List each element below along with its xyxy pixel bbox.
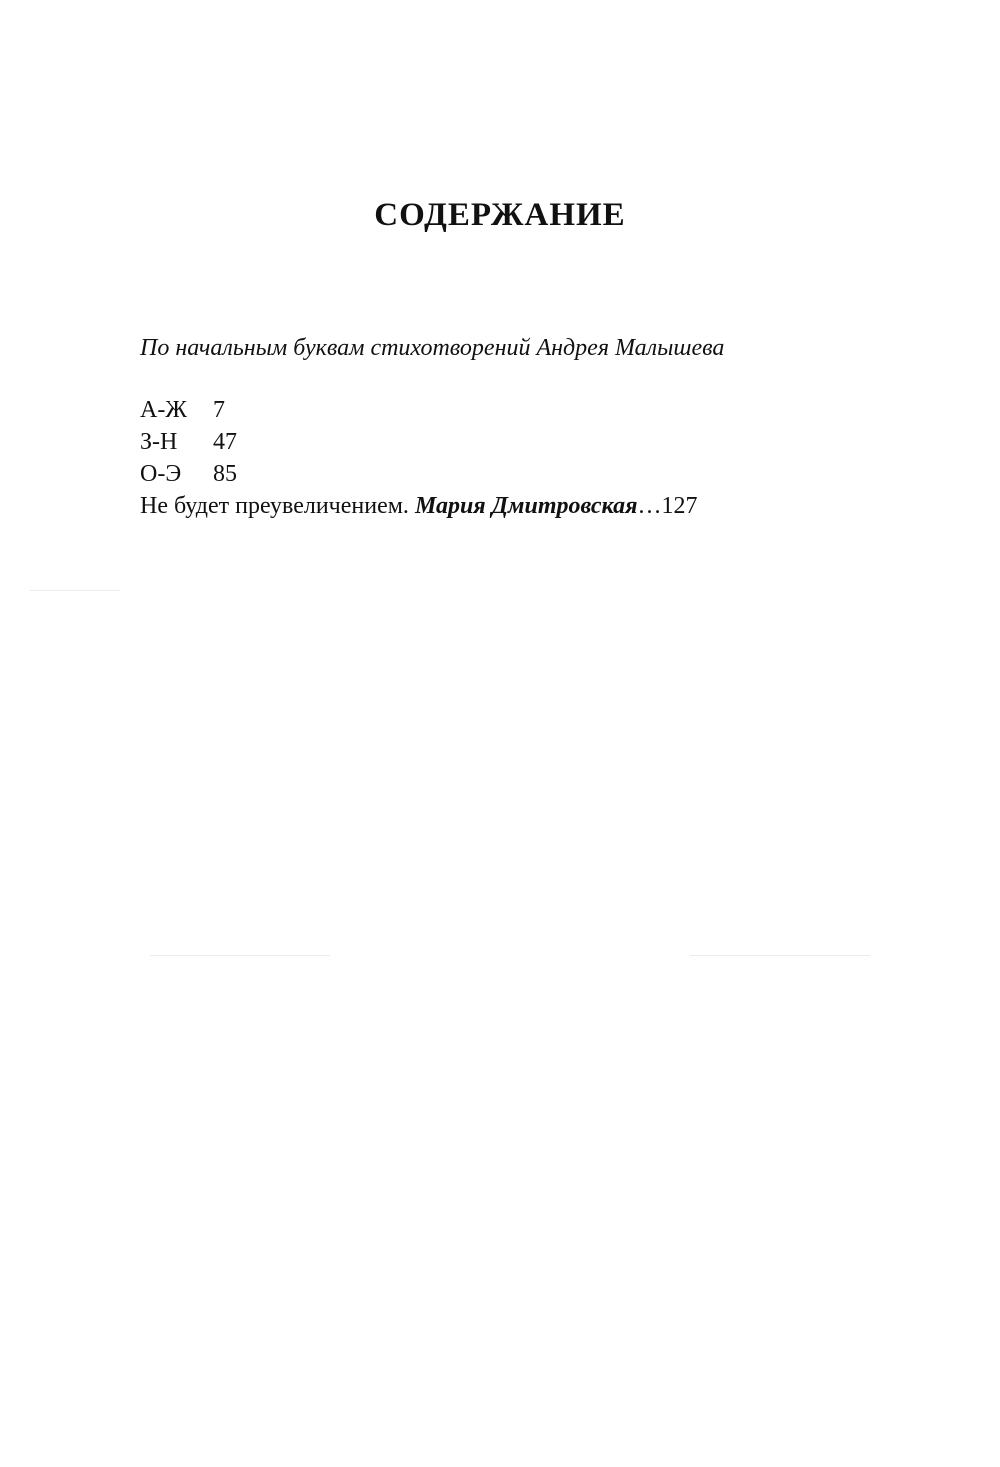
bleed-through-rule [690,955,870,956]
toc-entry-range: О-Э [140,461,182,487]
section-subtitle: По начальным буквам стихотворений Андрея Малышева [140,335,725,361]
toc-entry [140,394,698,426]
toc-leader: … [637,493,662,519]
toc-entry-range: А-Ж [140,397,187,423]
toc-entry [140,458,698,490]
afterword-title: Не будет преувеличением. [140,493,409,519]
bleed-through-rule [150,955,330,956]
afterword-page: 127 [661,493,698,519]
toc-entry-afterword [140,490,698,522]
toc-entry-range: З-Н [140,429,178,455]
toc-entry-page: 85 [213,461,237,487]
table-of-contents [140,394,698,522]
bleed-through-rule [30,590,120,591]
toc-entry-page: 7 [213,397,225,423]
afterword-author: Мария Дмитровская [414,493,638,519]
toc-entry [140,426,698,458]
page-title: СОДЕРЖАНИЕ [374,197,626,233]
toc-entry-page: 47 [213,429,237,455]
